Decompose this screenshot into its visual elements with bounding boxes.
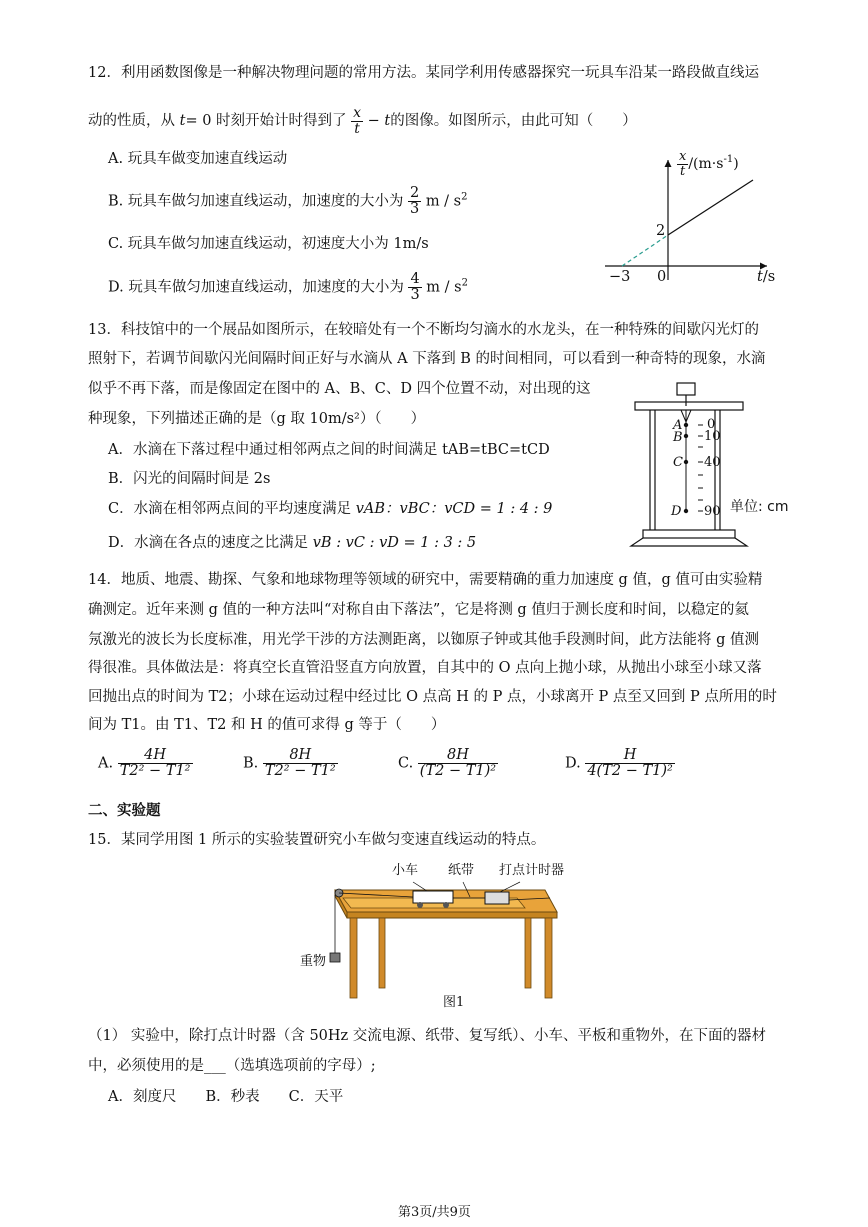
q12-line2: 动的性质，从 t= 0 时刻开始计时得到了 $\frac{x}{t}$ − t的图像。如图所示，由此可知（ ） [88, 105, 637, 137]
fig1-label-timer: 打点计时器 [499, 863, 565, 878]
q12-option-b: B. 玩具车做匀加速直线运动，加速度的大小为 $\frac{2}{3}$ m / $s^2$ [108, 185, 468, 218]
q14-line3: 氖激光的波长为长度标准，用光学干涉的方法测距离，以铷原子钟或其他手段测时间，此方法能将 g 值测 [88, 632, 759, 648]
fig1-label-tape: 纸带 [448, 863, 475, 878]
q12-line1: 12．利用函数图像是一种解决物理问题的常用方法。某同学利用传感器探究一玩具车沿某一路段做直线运 [88, 65, 759, 81]
q13-line3: 似乎不再下落，而是像固定在图中的 A、B、C、D 四个位置不动，对出现的这 [88, 381, 591, 397]
drop-a [684, 423, 688, 427]
q13-option-b: B．闪光的间隔时间是 2s [108, 471, 271, 487]
q13-value-0: 0 [707, 417, 716, 432]
q15-figure [295, 860, 570, 1005]
graph-line [668, 180, 753, 235]
q13-figure [625, 380, 760, 550]
q15-sub1-line1: （1） 实验中，除打点计时器（含 50Hz 交流电源、纸带、复写纸）、小车、平板和重物外，在下面的器材 [88, 1028, 767, 1044]
q13-option-c: C．水滴在相邻两点间的平均速度满足 vAB：vBC：vCD = 1 : 4 : 9 [108, 501, 553, 517]
q13-label-a: A [673, 418, 683, 433]
q13-option-d: D．水滴在各点的速度之比满足 vB : vC : vD = 1 : 3 : 5 [108, 535, 477, 551]
q14-option-d: D. $\frac{H}{\text{4(T2 − T1)²}}$ [565, 747, 673, 780]
q15-options: A．刻度尺 B．秒表 C．天平 [108, 1089, 344, 1105]
q15-sub1-line2: 中，必须使用的是___（选填选项前的字母）; [88, 1058, 376, 1074]
faucet-icon [677, 383, 695, 395]
fig1-label-car: 小车 [392, 863, 419, 878]
q14-option-a: A. $\frac{4H}{\text{T2² − T1²}}$ [98, 747, 191, 780]
q13-value-40: 40 [704, 455, 721, 470]
cart [413, 891, 453, 903]
timer [485, 892, 509, 904]
q13-label-c: C [673, 455, 683, 470]
q15-line1: 15．某同学用图 1 所示的实验装置研究小车做匀变速直线运动的特点。 [88, 832, 546, 848]
page-footer: 第3页/共9页 [398, 1205, 471, 1220]
drop-b [684, 434, 688, 438]
q14-line2: 确测定。近年来测 g 值的一种方法叫“对称自由下落法”，它是将测 g 值归于测长度和时间，以稳定的氦 [88, 602, 749, 618]
q13-line4: 种现象，下列描述正确的是（g 取 10m/s²）（ ） [88, 411, 426, 427]
q12-graph-neg3: −3 [609, 269, 631, 285]
q13-option-a: A．水滴在下落过程中通过相邻两点之间的时间满足 tAB=tBC=tCD [108, 442, 550, 458]
q13-line2: 照射下，若调节间歇闪光间隔时间正好与水滴从 A 下落到 B 的时间相同，可以看到一种奇特的现象，水滴 [88, 351, 766, 367]
fig1-label-weight: 重物 [300, 954, 327, 969]
q14-line5: 回抛出点的时间为 T2；小球在运动过程中经过比 O 点高 H 的 P 点，小球离开 P 点至又回到 P 点所用的时 [88, 689, 777, 705]
q13-label-d: D [671, 504, 682, 519]
top-bar [635, 402, 743, 410]
fig1-caption: 图1 [443, 995, 465, 1010]
q14-option-b: B. $\frac{8H}{\text{T2² − T1²}}$ [243, 747, 336, 780]
q12-graph-ylabel: $\frac{x}{t}$ $/(m\cdot s^{-1})$ [679, 149, 739, 179]
q12-option-c: C. 玩具车做匀加速直线运动，初速度大小为 1m/s [108, 236, 429, 252]
q14-option-c: C. $\frac{8H}{\text{(T2 − T1)²}}$ [398, 747, 497, 780]
q13-value-10: 10 [704, 429, 721, 444]
q12-option-d: D. 玩具车做匀加速直线运动，加速度的大小为 $\frac{4}{3}$ m / $s^2$ [108, 271, 468, 304]
drop-c [684, 460, 688, 464]
q12-graph-intercept: 2 [656, 223, 666, 239]
q13-label-b: B [673, 430, 683, 445]
weight-block [330, 953, 340, 962]
q13-value-90: 90 [704, 504, 721, 519]
dashed-extension [622, 235, 668, 266]
q12-graph-origin: 0 [657, 269, 667, 285]
drop-d [684, 509, 688, 513]
q14-line6: 间为 T1。由 T1、T2 和 H 的值可求得 g 等于（ ） [88, 717, 446, 733]
q13-line1: 13．科技馆中的一个展品如图所示，在较暗处有一个不断均匀滴水的水龙头，在一种特殊的间歇闪光灯的 [88, 322, 759, 338]
q14-line1: 14．地质、地震、勘探、气象和地球物理等领域的研究中，需要精确的重力加速度 g 值，g 值可由实验精 [88, 572, 763, 588]
section-title: 二、实验题 [88, 803, 161, 819]
q12-option-a: A. 玩具车做变加速直线运动 [108, 151, 288, 167]
base [631, 538, 747, 546]
q12-graph-xlabel: t/s [757, 269, 776, 285]
q13-unit: 单位: cm [730, 499, 789, 515]
q14-line4: 得很准。具体做法是：将真空长直管沿竖直方向放置，自其中的 O 点向上抛小球，从抛出小球至小球又落 [88, 660, 762, 676]
